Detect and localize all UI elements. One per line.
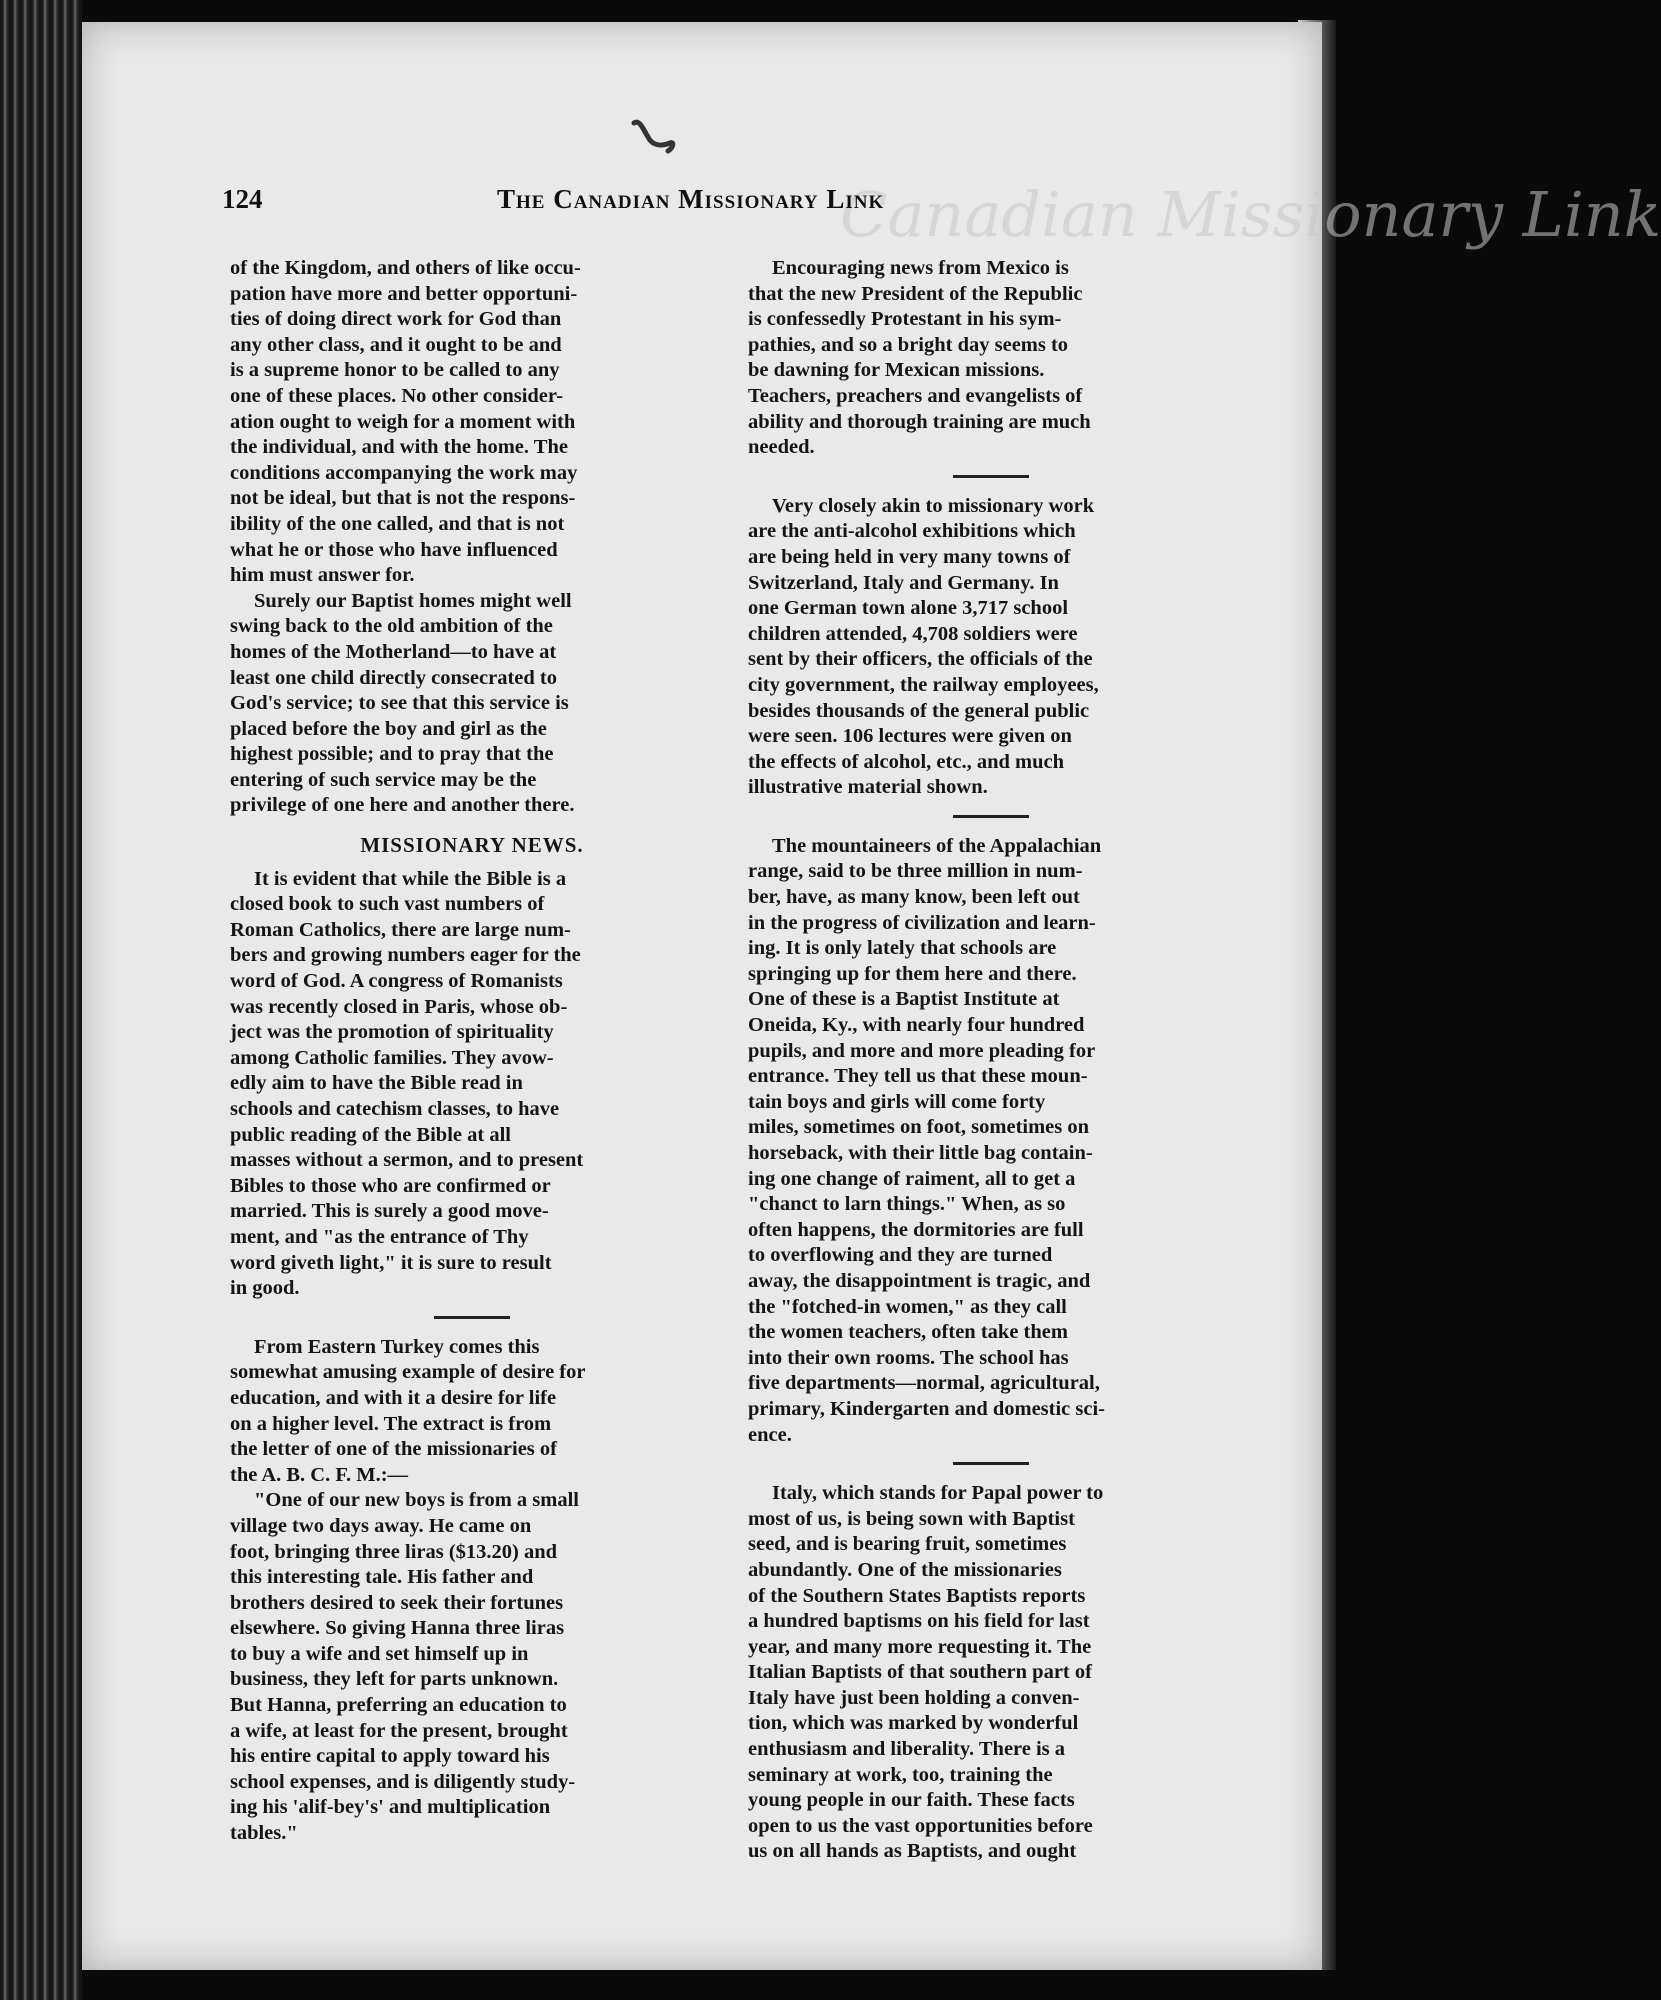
left-column — [230, 256, 714, 1847]
section-divider — [953, 475, 1029, 478]
section-heading: MISSIONARY NEWS. — [360, 833, 584, 858]
paragraph: Encouraging news from Mexico is that the new President of the Republic is confessedly Protestant in his sym- pathies, and so a bright day seems to be dawning for Mexican missions. Teachers, preachers and evangelists of ability and thorough training are much needed. — [748, 257, 1091, 459]
section-divider — [434, 1316, 510, 1319]
paragraph: The mountaineers of the Appalachian range, said to be three million in num- ber, have, as many know, been left out in the progress of civilization and learn- ing. It is only lately that schools are springing up for them here and there. One of these is a Baptist Institute at Oneida, Ky., with nearly four hundred pupils, and more and more pleading for entrance. They tell us that these moun- tain boys and girls will come forty miles, sometimes on foot, sometimes on horseback, with their little bag contain- ing one change of raiment, all to get a "chanct to larn things." When, as so often happens, the dormitories are full to overflowing and they are turned away, the disappointment is tragic, and the "fotched-in women," as they call the women teachers, often take them into their own rooms. The school has five departments—normal, agricultural, primary, Kindergarten and domestic sci- ence. — [748, 834, 1106, 1446]
microfilm-border-left — [0, 0, 82, 2000]
section-divider — [953, 1462, 1029, 1465]
paragraph: Surely our Baptist homes might well swing back to the old ambition of the homes of the Motherland—to have at least one child directly consecrated to God's service; to see that this service is placed before the boy and girl as the highest possible; and to pray that the entering of such service may be the privilege of one here and another there. — [230, 589, 575, 817]
paragraph: From Eastern Turkey comes this somewhat amusing example of desire for education, and with it a desire for life on a higher level. The extract is from the letter of one of the missionaries of the A. B. C. F. M.:— — [230, 1335, 586, 1486]
bleed-through-title: Canadian Missionary Link — [840, 178, 1661, 251]
paragraph: of the Kingdom, and others of like occu- pation have more and better opportuni- ties of doing direct work for God than any other class, and it ought to be and is a supreme honor to be called to any one of these places. No other consider- ation ought to weigh for a moment with the individual, and with the home. The conditions accompanying the work may not be ideal, but that is not the respons- ibility of the one called, and that is not what he or those who have influenced him must answer for. — [230, 257, 581, 587]
ink-smudge-mark — [630, 117, 676, 157]
page-header — [222, 184, 1237, 224]
running-title: The Canadian Missionary Link — [497, 184, 885, 214]
page-number: 124 — [222, 184, 263, 214]
section-divider — [953, 815, 1029, 818]
right-column — [748, 256, 1233, 1865]
paragraph: Italy, which stands for Papal power to most of us, is being sown with Baptist seed, and is bearing fruit, sometimes abundantly. One of the missionaries of the Southern States Baptists reports a hundred baptisms on his field for last year, and many more requesting it. The Italian Baptists of that southern part of Italy have just been holding a conven- tion, which was marked by wonderful enthusiasm and liberality. There is a seminary at work, too, training the young people in our faith. These facts open to us the vast opportunities before us on all hands as Baptists, and ought — [748, 1482, 1104, 1863]
paragraph: "One of our new boys is from a small village two days away. He came on foot, bringing three liras ($13.20) and this interesting tale. His father and brothers desired to seek their fortunes elsewhere. So giving Hanna three liras to buy a wife and set himself up in business, they left for parts unknown. But Hanna, preferring an education to a wife, at least for the present, brought his entire capital to apply toward his school expenses, and is diligently study- ing his 'alif-bey's' and multiplication tables." — [230, 1489, 579, 1845]
paragraph: Very closely akin to missionary work are the anti-alcohol exhibitions which are being held in very many towns of Switzerland, Italy and Germany. In one German town alone 3,717 school children attended, 4,708 soldiers were sent by their officers, the officials of the city government, the railway employees, besides thousands of the general public were seen. 106 lectures were given on the effects of alcohol, etc., and much illustrative material shown. — [748, 494, 1099, 799]
paragraph: It is evident that while the Bible is a closed book to such vast numbers of Roman Catholics, there are large num- bers and growing numbers eager for the word of God. A congress of Romanists was recently closed in Paris, whose ob- ject was the promotion of spirituality among Catholic families. They avow- edly aim to have the Bible read in schools and catechism classes, to have public reading of the Bible at all masses without a sermon, and to present Bibles to those who are confirmed or married. This is surely a good move- ment, and "as the entrance of Thy word giveth light," it is sure to result in good. — [230, 867, 584, 1300]
